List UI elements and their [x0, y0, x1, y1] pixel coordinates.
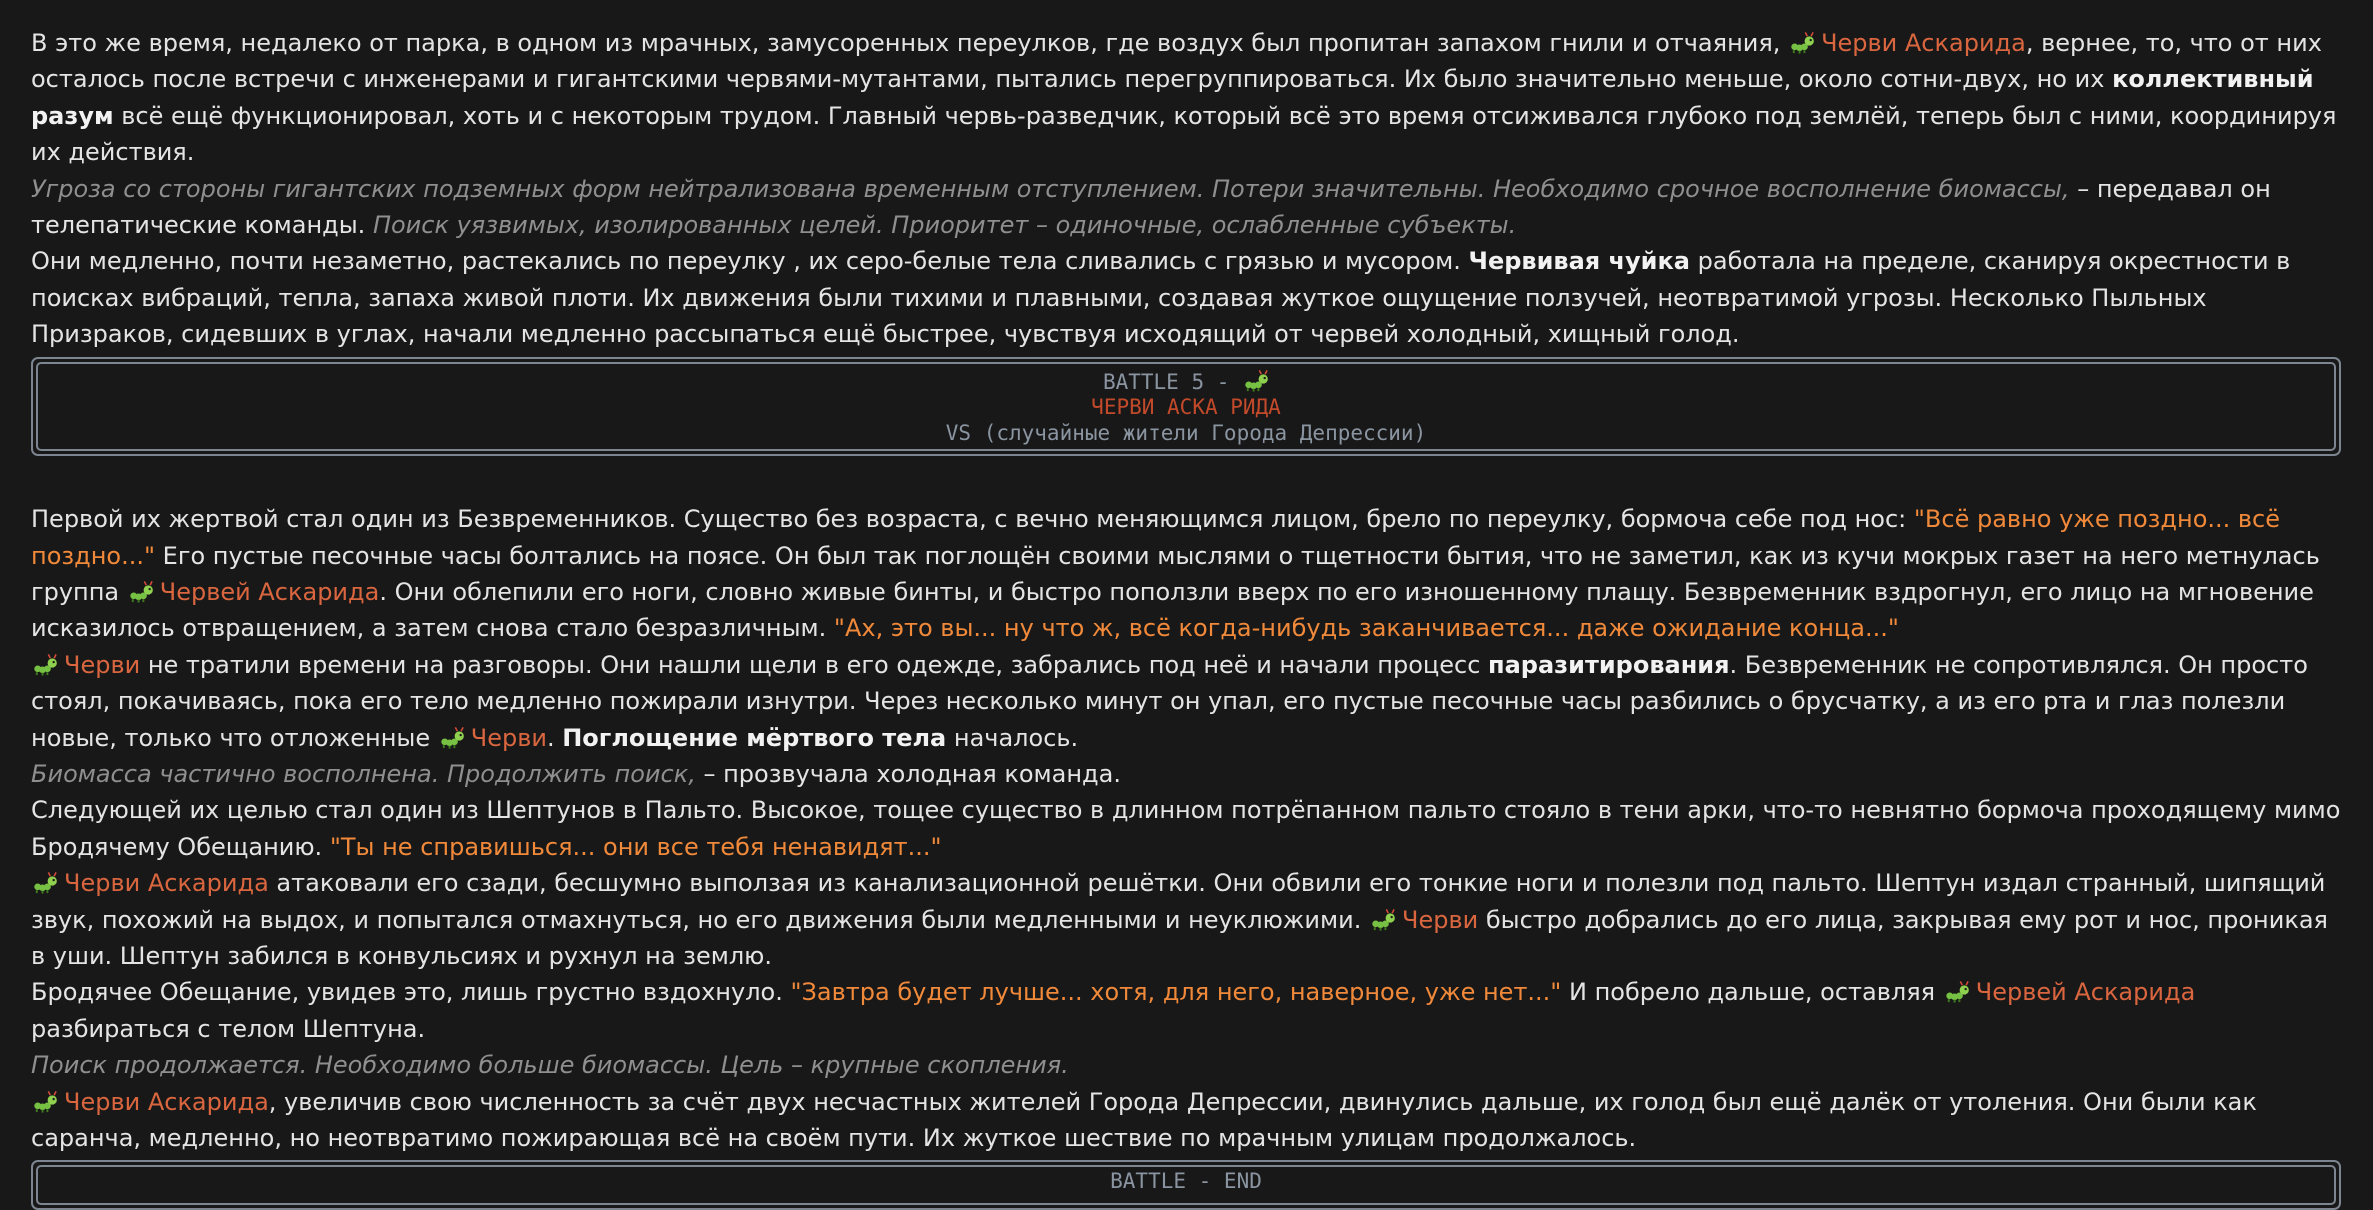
bold-term: коллективный разум: [31, 65, 2314, 130]
caterpillar-icon: [127, 579, 154, 603]
bold-term: Поглощение мёртвого тела: [562, 723, 947, 752]
caterpillar-icon: [1788, 30, 1815, 54]
battle-title: [38, 368, 2334, 396]
paragraph-command: [31, 756, 2341, 792]
text: Его пустые песочные часы болтались на поясе. Он был так поглощён своими мыслями о тщетности бытия, что не заметил, как из кучи мокрых газет на него метнулась группа: [31, 541, 2320, 606]
caterpillar-icon: [31, 870, 58, 894]
text: В это же время, недалеко от парка, в одном из мрачных, замусоренных переулков, где воздух был пропитан запахом гнили и отчаяния,: [31, 29, 1781, 57]
paragraph-whisperer: [31, 792, 2341, 865]
text: – передавал он телепатические команды.: [31, 174, 2271, 240]
paragraph-attack: [31, 865, 2341, 974]
paragraph-first-victim: [31, 501, 2341, 647]
caterpillar-icon: [31, 652, 58, 676]
worm-name: Черви: [470, 723, 547, 752]
text: – прозвучала холодная команда.: [703, 760, 1121, 788]
paragraph-parasitism: [31, 647, 2341, 756]
text: . Они облепили его ноги, словно живые бинты, и быстро поползли вверх по его изношенному плащу. Безвременник вздрогнул, его лицо на мгновение исказилось отвращением, а затем снова стало безразличным.: [31, 577, 2314, 643]
text: работала на пределе, сканируя окрестности в поисках вибраций, тепла, запаха живой плоти. Их движения были тихими и плавными, создавая жуткое ощущение ползучей, неотвратимой угрозы. Несколько Пыльных Призраков, сидевших в углах, начали медленно рассыпаться ещё быстрее, чувствуя исходящий от червей холодный, хищный голод.: [31, 247, 2291, 349]
battle-team-name: ЧЕРВИ АСКА РИДА: [1091, 395, 1281, 420]
text: , вернее, то, что от них осталось после встречи с инженерами и гигантскими червями-мутантами, пытались перегруппироваться. Их было значительно меньше, около сотни-двух, но их: [31, 29, 2322, 94]
caterpillar-icon: [1943, 979, 1970, 1003]
battle-number: BATTLE 5 -: [1102, 369, 1230, 394]
paragraph-spread: [31, 243, 2341, 352]
text: И побрело дальше, оставляя: [1568, 978, 1936, 1007]
text: Следующей их целью стал один из Шептунов в Пальто. Высокое, тощее существо в длинном потрёпанном пальто стояло в тени арки, что-то невнятно бормоча проходящему мимо Бродячему Обещанию.: [31, 796, 2341, 861]
bold-term: Червивая чуйка: [1468, 247, 1690, 276]
caterpillar-icon: [31, 1089, 58, 1113]
telepathic-message: Поиск продолжается. Необходимо больше биомассы. Цель – крупные скопления.: [31, 1051, 1069, 1080]
battle-banner-start: [31, 357, 2341, 457]
text: , увеличив свою численность за счёт двух несчастных жителей Города Депрессии, двинулись дальше, их голод был ещё далёк от утоления. Они были как саранча, медленно, но неотвратимо пожирающая всё на своём пути. Их жуткое шествие по мрачным улицам продолжалось.: [31, 1087, 2257, 1153]
quote: "Ах, это вы... ну что ж, всё когда-нибудь заканчивается... даже ожидание конца...": [833, 614, 1899, 643]
battle-banner-end: [31, 1160, 2341, 1210]
text: Первой их жертвой стал один из Безвременников. Существо без возраста, с вечно меняющимся лицом, брело по переулку, бормоча себе под нос:: [31, 505, 1907, 534]
bold-term: паразитирования: [1488, 650, 1730, 679]
text: . Безвременник не сопротивлялся. Он просто стоял, покачиваясь, пока его тело медленно пожирали изнутри. Через несколько минут он упал, его пустые песочные часы разбились о брусчатку, а из его рта и глаз полезли новые, только что отложенные: [31, 650, 2308, 752]
paragraph-conclusion: [31, 1084, 2341, 1157]
text: Бродячее Обещание, увидев это, лишь грустно вздохнуло.: [31, 978, 783, 1007]
text: разбираться с телом Шептуна.: [31, 1014, 426, 1043]
worm-name: Черви: [1402, 905, 1479, 934]
quote: "Завтра будет лучше... хотя, для него, наверное, уже нет...": [790, 978, 1562, 1007]
telepathic-message: Угроза со стороны гигантских подземных форм нейтрализована временным отступлением. Потери значительны. Необходимо срочное восполнение биомассы,: [31, 174, 2070, 203]
paragraph-promise: [31, 974, 2341, 1047]
text: началось.: [953, 723, 1079, 752]
story-content: [31, 25, 2341, 1210]
paragraph-intro: [31, 25, 2341, 171]
battle-opponent: VS (случайные жители Города Депрессии): [945, 420, 1427, 445]
text: всё ещё функционировал, хоть и с некоторым трудом. Главный червь-разведчик, который всё это время отсиживался глубоко под землёй, теперь был с ними, координируя их действия.: [31, 101, 2337, 167]
paragraph-telepathy: [31, 171, 2341, 244]
worm-name: Черви Аскарида: [64, 869, 269, 898]
caterpillar-icon: [1242, 368, 1269, 392]
quote: "Ты не справишься... они все тебя ненавидят...": [329, 832, 942, 861]
worm-name: Червей Аскарида: [159, 577, 380, 606]
text: не тратили времени на разговоры. Они нашли щели в его одежде, забрались под неё и начали процесс: [147, 650, 1481, 679]
telepathic-message: Поиск уязвимых, изолированных целей. Приоритет – одиночные, ослабленные субъекты.: [372, 211, 1517, 240]
battle-end-label: BATTLE - END: [1110, 1169, 1262, 1194]
worm-name: Черви: [64, 650, 141, 679]
caterpillar-icon: [1369, 907, 1396, 931]
text: атаковали его сзади, бесшумно выползая из канализационной решётки. Они обвили его тонкие ноги и полезли под пальто. Шептун издал странный, шипящий звук, похожий на выдох, и попытался отмахнуться, но его движения были медленными и неуклюжими.: [31, 869, 2326, 934]
caterpillar-icon: [438, 725, 465, 749]
paragraph-search: [31, 1047, 2341, 1083]
worm-name: Черви Аскарида: [1821, 29, 2026, 57]
worm-name: Червей Аскарида: [1975, 978, 2196, 1007]
telepathic-message: Биомасса частично восполнена. Продолжить поиск,: [31, 760, 696, 788]
text: быстро добрались до его лица, закрывая ему рот и нос, проникая в уши. Шептун забился в конвульсиях и рухнул на землю.: [31, 905, 2328, 971]
text: .: [546, 723, 555, 752]
worm-name: Черви Аскарида: [64, 1087, 269, 1116]
quote: "Всё равно уже поздно... всё поздно...": [31, 505, 2281, 570]
text: Они медленно, почти незаметно, растекались по переулку , их серо-белые тела сливались с грязью и мусором.: [31, 247, 1461, 276]
